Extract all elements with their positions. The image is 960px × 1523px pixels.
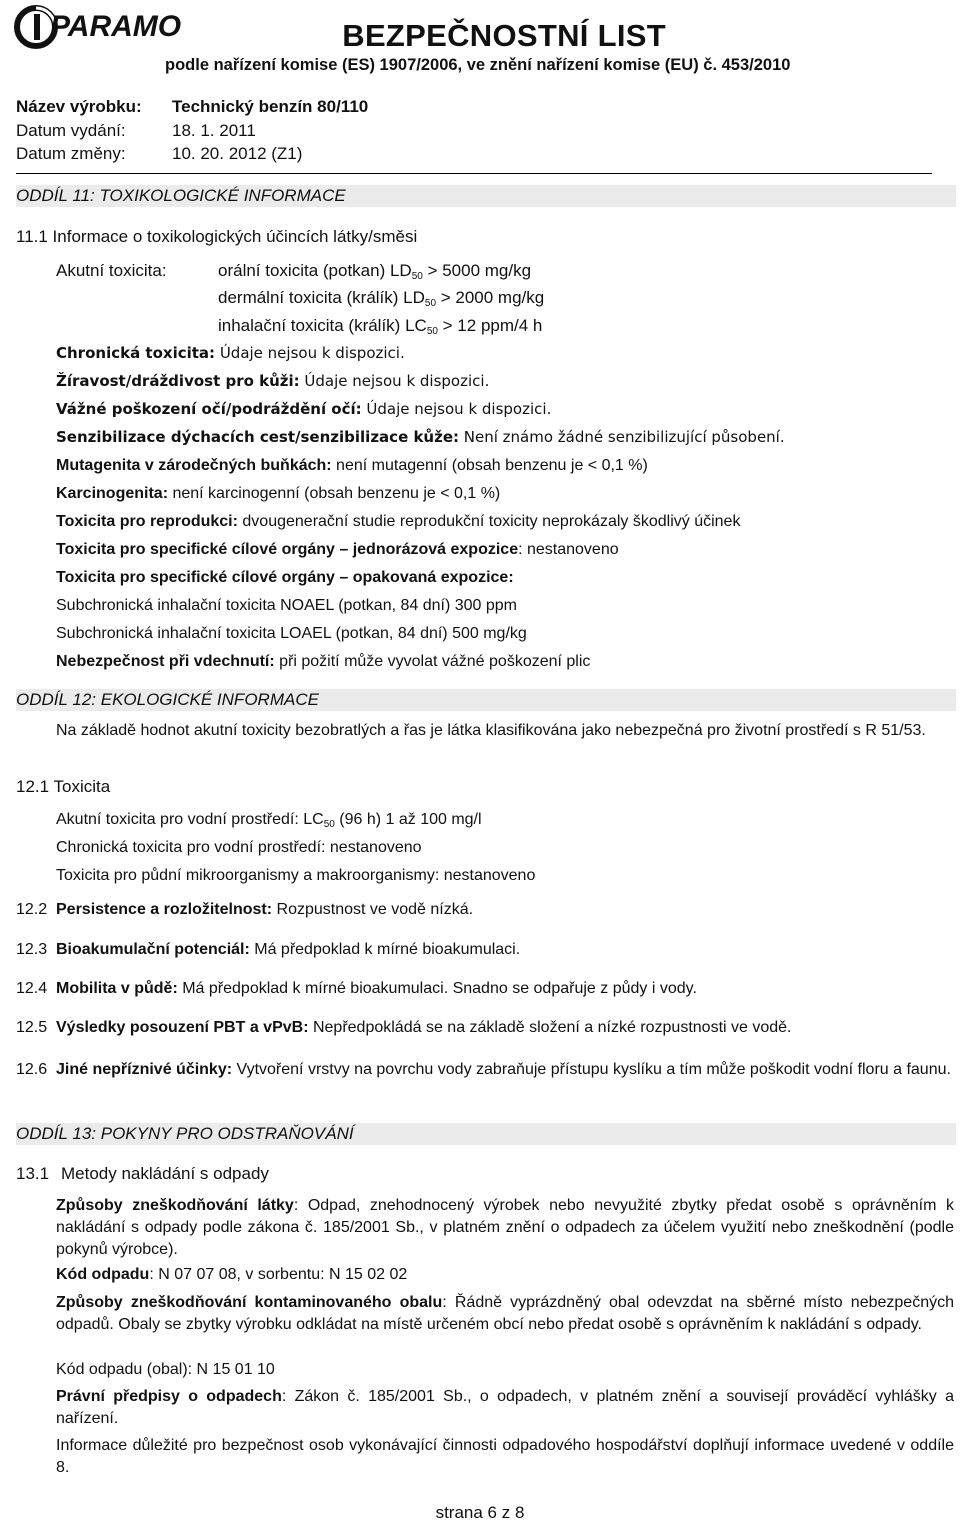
eye-damage-line: Vážné poškození očí/podráždění očí: Údaje nejsou k dispozici. [56,400,552,418]
acute-dermal-line: dermální toxicita (králík) LD50 > 2000 mg/kg [218,288,545,309]
change-date-label: Datum změny: [16,144,126,163]
packaging-code-line: Kód odpadu (obal): N 15 01 10 [56,1361,275,1378]
page-number: strana 6 z 8 [435,1503,525,1522]
ecology-intro: Na základě hodnot akutní toxicity bezobratlých a řas je látka klasifikována jako nebezpečná pro životní prostředí s R 51/53. [56,722,926,739]
aspiration-hazard-line: Nebezpečnost při vdechnutí: při požití může vyvolat vážné poškození plic [56,653,591,670]
acute-inhalation-line: inhalační toxicita (králík) LC50 > 12 ppm/4 h [218,316,543,337]
change-date-row [16,144,302,164]
pbt-line: 12.5 Výsledky posouzení PBT a vPvB: Nepředpokládá se na základě složení a nízké rozpustnosti ve vodě. [16,1019,792,1036]
subsection-13-1-title: 13.1 Metody nakládání s odpady [16,1164,269,1183]
skin-corrosion-line: Žíravost/dráždivost pro kůži: Údaje nejsou k dispozici. [56,372,490,390]
document-subtitle: podle nařízení komise (ES) 1907/2006, ve znění nařízení komise (EU) č. 453/2010 [165,56,791,74]
stot-single-line: Toxicita pro specifické cílové orgány – jednorázová expozice: nestanoveno [56,541,619,558]
section-13-header [16,1123,956,1145]
legislation-para: Právní předpisy o odpadech: Zákon č. 185/2001 Sb., o odpadech, v platném znění a souvisejí prováděcí vyhlášky a nařízení. [56,1388,954,1427]
product-name-row [16,97,368,117]
mobility-line: 12.4 Mobilita v půdě: Má předpoklad k mírné bioakumulaci. Snadno se odpařuje z půdy i vody. [16,980,697,997]
paramo-logo [14,4,204,50]
product-value: Technický benzín 80/110 [172,97,369,116]
persistence-line: 12.2 Persistence a rozložitelnost: Rozpustnost ve vodě nízká. [16,901,474,918]
section-12-title: ODDÍL 12: EKOLOGICKÉ INFORMACE [16,690,319,709]
bioaccumulation-line: 12.3 Bioakumulační potenciál: Má předpoklad k mírné bioakumulaci. [16,941,521,958]
product-label: Název výrobku: [16,97,142,116]
section-12-header [16,689,956,711]
aquatic-chronic-line: Chronická toxicita pro vodní prostředí: nestanoveno [56,839,422,856]
header-divider [16,173,932,174]
stot-repeated-line: Toxicita pro specifické cílové orgány – opakovaná expozice: [56,569,514,586]
acute-oral-line: orální toxicita (potkan) LD50 > 5000 mg/kg [218,261,532,282]
brand-text: PARAMO [50,10,182,43]
change-date-value: 10. 20. 2012 (Z1) [172,144,303,163]
section-11-title: ODDÍL 11: TOXIKOLOGICKÉ INFORMACE [16,186,346,205]
section-13-title: ODDÍL 13: POKYNY PRO ODSTRAŇOVÁNÍ [16,1124,354,1143]
section-11-header [16,185,956,207]
acute-toxicity-label: Akutní toxicita: [56,261,167,280]
loael-line: Subchronická inhalační toxicita LOAEL (potkan, 84 dní) 500 mg/kg [56,625,527,642]
disposal-substance-para: Způsoby zneškodňování látky: Odpad, znehodnocený výrobek nebo nevyužité zbytky předat osobě s oprávněním k nakládání s odpady podle zákona č. 185/2001 Sb., v platném znění o odpadech za účelem využití nebo zneškodnění (podle pokynů výrobce). [56,1197,954,1258]
mutagenicity-line: Mutagenita v zárodečných buňkách: není mutagenní (obsah benzenu je < 0,1 %) [56,457,648,474]
carcinogenicity-line: Karcinogenita: není karcinogenní (obsah benzenu je < 0,1 %) [56,485,501,502]
document-title: BEZPEČNOSTNÍ LIST [342,18,666,53]
disposal-packaging-para: Způsoby zneškodňování kontaminovaného obalu: Řádně vyprázdněný obal odevzdat na sběrné místo nebezpečných odpadů. Obaly se zbytky výrobku odkládat na místě určeném obcí nebo předat osobě s oprávněním k nakládání s odpady. [56,1294,954,1333]
safety-info-para: Informace důležité pro bezpečnost osob vykonávající činnosti odpadového hospodářství doplňují informace uvedené v oddíle 8. [56,1437,954,1476]
paramo-logo-icon [14,4,204,50]
sensitisation-line: Senzibilizace dýchacích cest/senzibilizace kůže: Není známo žádné senzibilizující působení. [56,428,785,446]
soil-toxicity-line: Toxicita pro půdní mikroorganismy a makroorganismy: nestanoveno [56,867,536,884]
other-effects-line: 12.6 Jiné nepříznivé účinky: Vytvoření vrstvy na povrchu vody zabraňuje přístupu kyslíku a tím může poškodit vodní floru a faunu. [16,1061,951,1078]
chronic-toxicity-line: Chronická toxicita: Údaje nejsou k dispozici. [56,344,405,362]
waste-code-line: Kód odpadu: N 07 07 08, v sorbentu: N 15 02 02 [56,1266,408,1283]
noael-line: Subchronická inhalační toxicita NOAEL (potkan, 84 dní) 300 ppm [56,597,517,614]
issue-date-row [16,121,256,141]
issue-date-label: Datum vydání: [16,121,126,140]
reproductive-toxicity-line: Toxicita pro reprodukci: dvougenerační studie reprodukční toxicity neprokázaly škodlivý účinek [56,513,741,530]
aquatic-acute-line: Akutní toxicita pro vodní prostředí: LC50 (96 h) 1 až 100 mg/l [56,811,482,830]
subsection-12-1-title: 12.1 Toxicita [16,777,111,796]
issue-date-value: 18. 1. 2011 [172,121,256,140]
subsection-11-1-title: 11.1 Informace o toxikologických účincích látky/směsi [16,227,418,246]
